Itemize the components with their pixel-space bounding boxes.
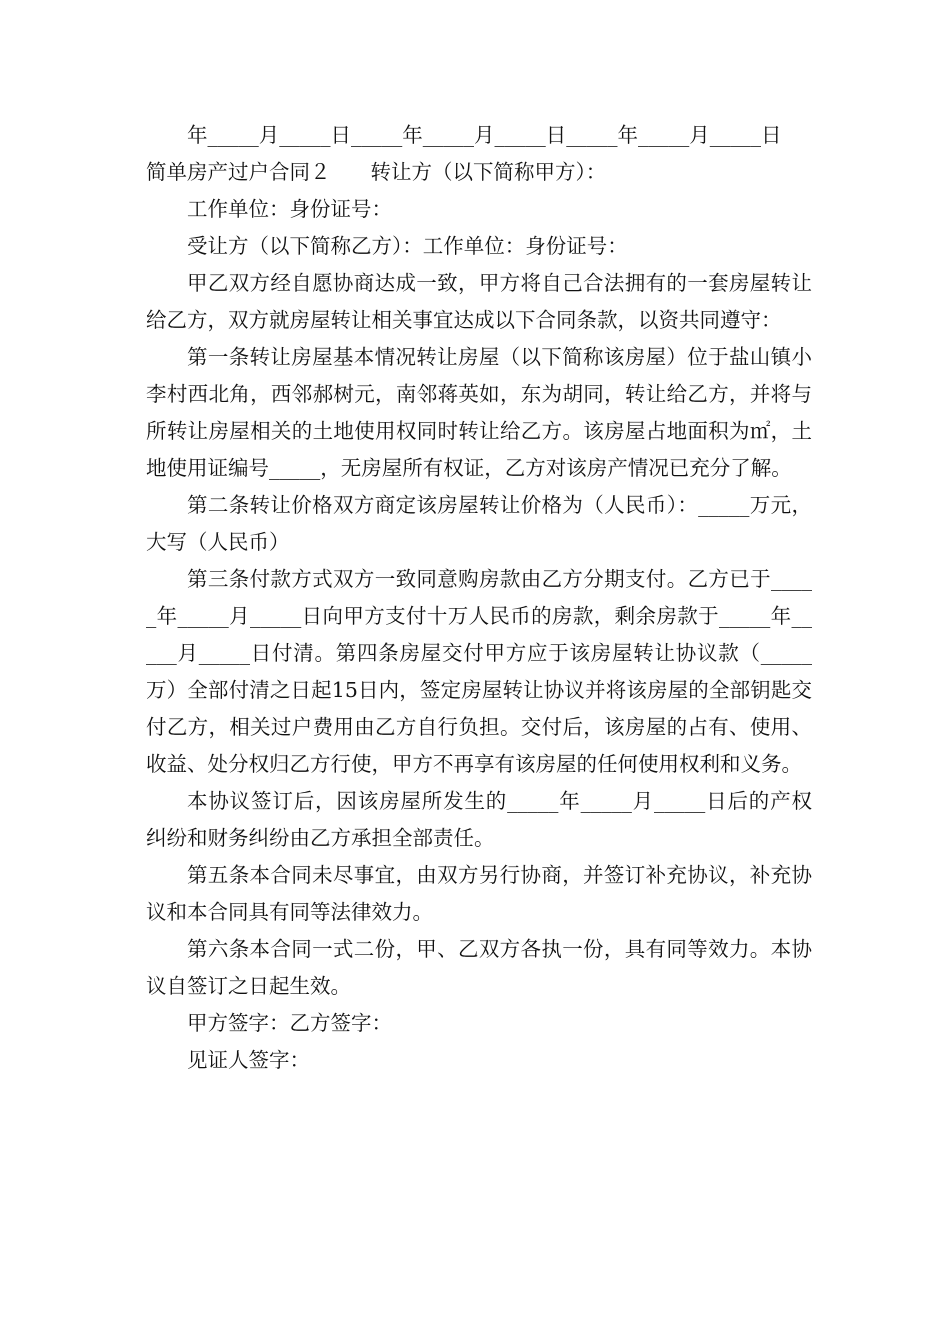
transferor-work-id: 工作单位：身份证号： — [187, 197, 392, 221]
article-1-paragraph: 第一条转让房屋基本情况转让房屋（以下简称该房屋）位于盐山镇小李村西北角，西邻郝树元，南邻蒋英如，东为胡同，转让给乙方，并将与所转让房屋相关的土地使用权同时转让给乙方。该房屋占地面积为㎡，土地使用证编号_____，无房屋所有权证，乙方对该房产情况已充分了解。 — [146, 345, 812, 480]
signature-parties: 甲方签字：乙方签字： — [187, 1011, 392, 1035]
article-6-paragraph: 第六条本合同一式二份，甲、乙双方各执一份，具有同等效力。本协议自签订之日起生效。 — [146, 937, 812, 998]
article-3-4-paragraph: 第三条付款方式双方一致同意购房款由乙方分期支付。乙方已于_____年_____月_____日向甲方支付十万人民币的房款，剩余房款于_____年_____月_____日付清。第四条房屋交付甲方应于该房屋转让协议款（_____万）全部付清之日起15日内，签定房屋转让协议并将该房屋的全部钥匙交付乙方，相关过户费用由乙方自行负担。交付后，该房屋的占有、使用、收益、处分权归乙方行使，甲方不再享有该房屋的任何使用权利和义务。 — [146, 567, 812, 776]
date-line: 年_____月_____日_____年_____月_____日_____年_____月_____日 — [187, 123, 782, 147]
article-5-paragraph: 第五条本合同未尽事宜，由双方另行协商，并签订补充协议，补充协议和本合同具有同等法律效力。 — [146, 863, 812, 924]
article-2-paragraph: 第二条转让价格双方商定该房屋转让价格为（人民币）：_____万元，大写（人民币） — [146, 493, 812, 554]
transferor-heading: 转让方（以下简称甲方）： — [370, 160, 607, 184]
preamble-paragraph: 甲乙双方经自愿协商达成一致，甲方将自己合法拥有的一套房屋转让给乙方，双方就房屋转让相关事宜达成以下合同条款，以资共同遵守： — [146, 271, 812, 332]
document-title: 简单房产过户合同２ — [146, 160, 331, 184]
transferee-info: 受让方（以下简称乙方）：工作单位：身份证号： — [187, 234, 628, 258]
liability-paragraph: 本协议签订后，因该房屋所发生的_____年_____月_____日后的产权纠纷和财务纠纷由乙方承担全部责任。 — [146, 789, 812, 850]
document-page — [146, 117, 812, 1079]
title-line — [146, 154, 812, 191]
witness-signature: 见证人签字： — [187, 1048, 310, 1072]
